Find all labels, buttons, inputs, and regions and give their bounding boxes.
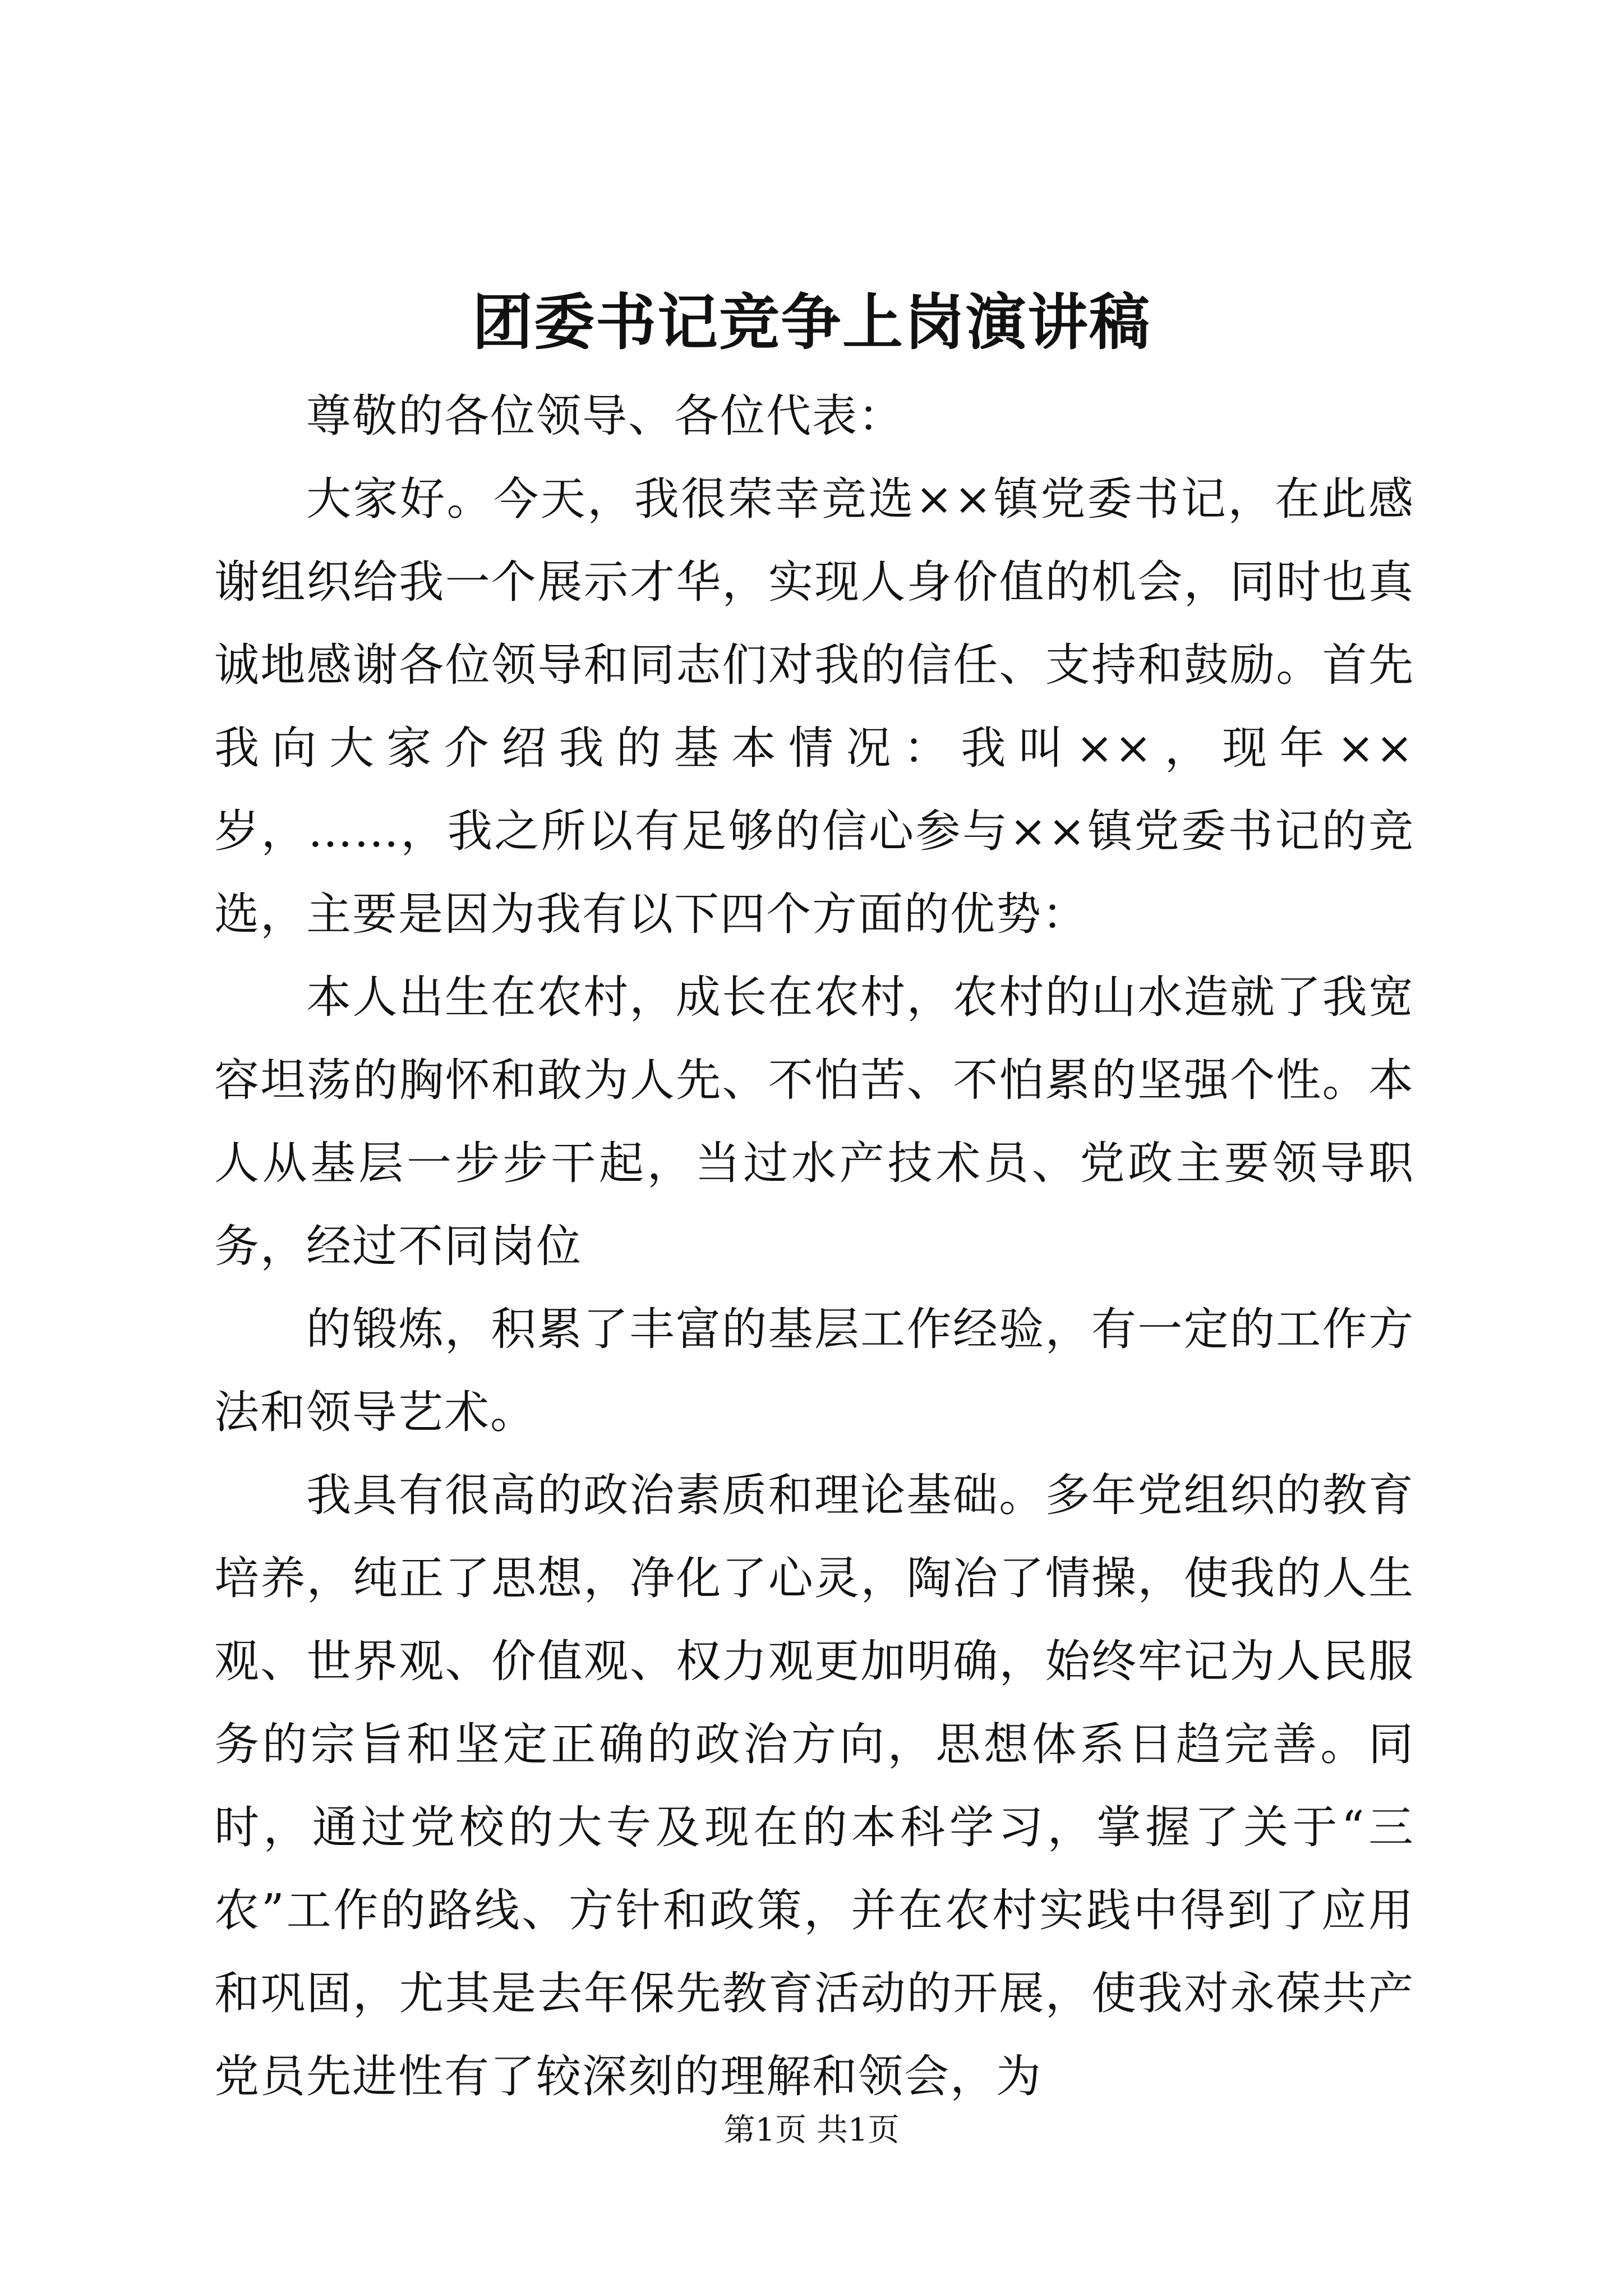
body-paragraph: 本人出生在农村，成长在农村，农村的山水造就了我宽容坦荡的胸怀和敢为人先、不怕苦、不怕累的坚强个性。本人从基层一步步干起，当过水产技术员、党政主要领导职务，经过不同岗位 — [214, 971, 1414, 1272]
body-paragraph: 我具有很高的政治素质和理论基础。多年党组织的教育培养，纯正了思想，净化了心灵，陶冶了情操，使我的人生观、世界观、价值观、权力观更加明确，始终牢记为人民服务的宗旨和坚定正确的政治方向，思想体系日趋完善。同时，通过党校的大专及现在的本科学习，掌握了关于“三农”工作的路线、方针和政策，并在农村实践中得到了应用和巩固，尤其是去年保先教育活动的开展，使我对永葆共产党员先进性有了较深刻的理解和领会，为 — [214, 1469, 1414, 2102]
body-paragraph: 的锻炼，积累了丰富的基层工作经验，有一定的工作方法和领导艺术。 — [214, 1303, 1414, 1438]
document-body — [214, 375, 1414, 2118]
page-title: 团委书记竞争上岗演讲稿 — [472, 287, 1151, 358]
salutation-paragraph: 尊敬的各位领导、各位代表： — [306, 390, 904, 442]
body-paragraph: 大家好。今天，我很荣幸竞选××镇党委书记，在此感谢组织给我一个展示才华，实现人身价值的机会，同时也真诚地感谢各位领导和同志们对我的信任、支持和鼓励。首先我向大家介绍我的基本情况：我叫××，现年××岁，……，我之所以有足够的信心参与××镇党委书记的竞选，主要是因为我有以下四个方面的优势： — [214, 473, 1414, 940]
page-footer: 第1页 共1页 — [723, 2112, 900, 2148]
